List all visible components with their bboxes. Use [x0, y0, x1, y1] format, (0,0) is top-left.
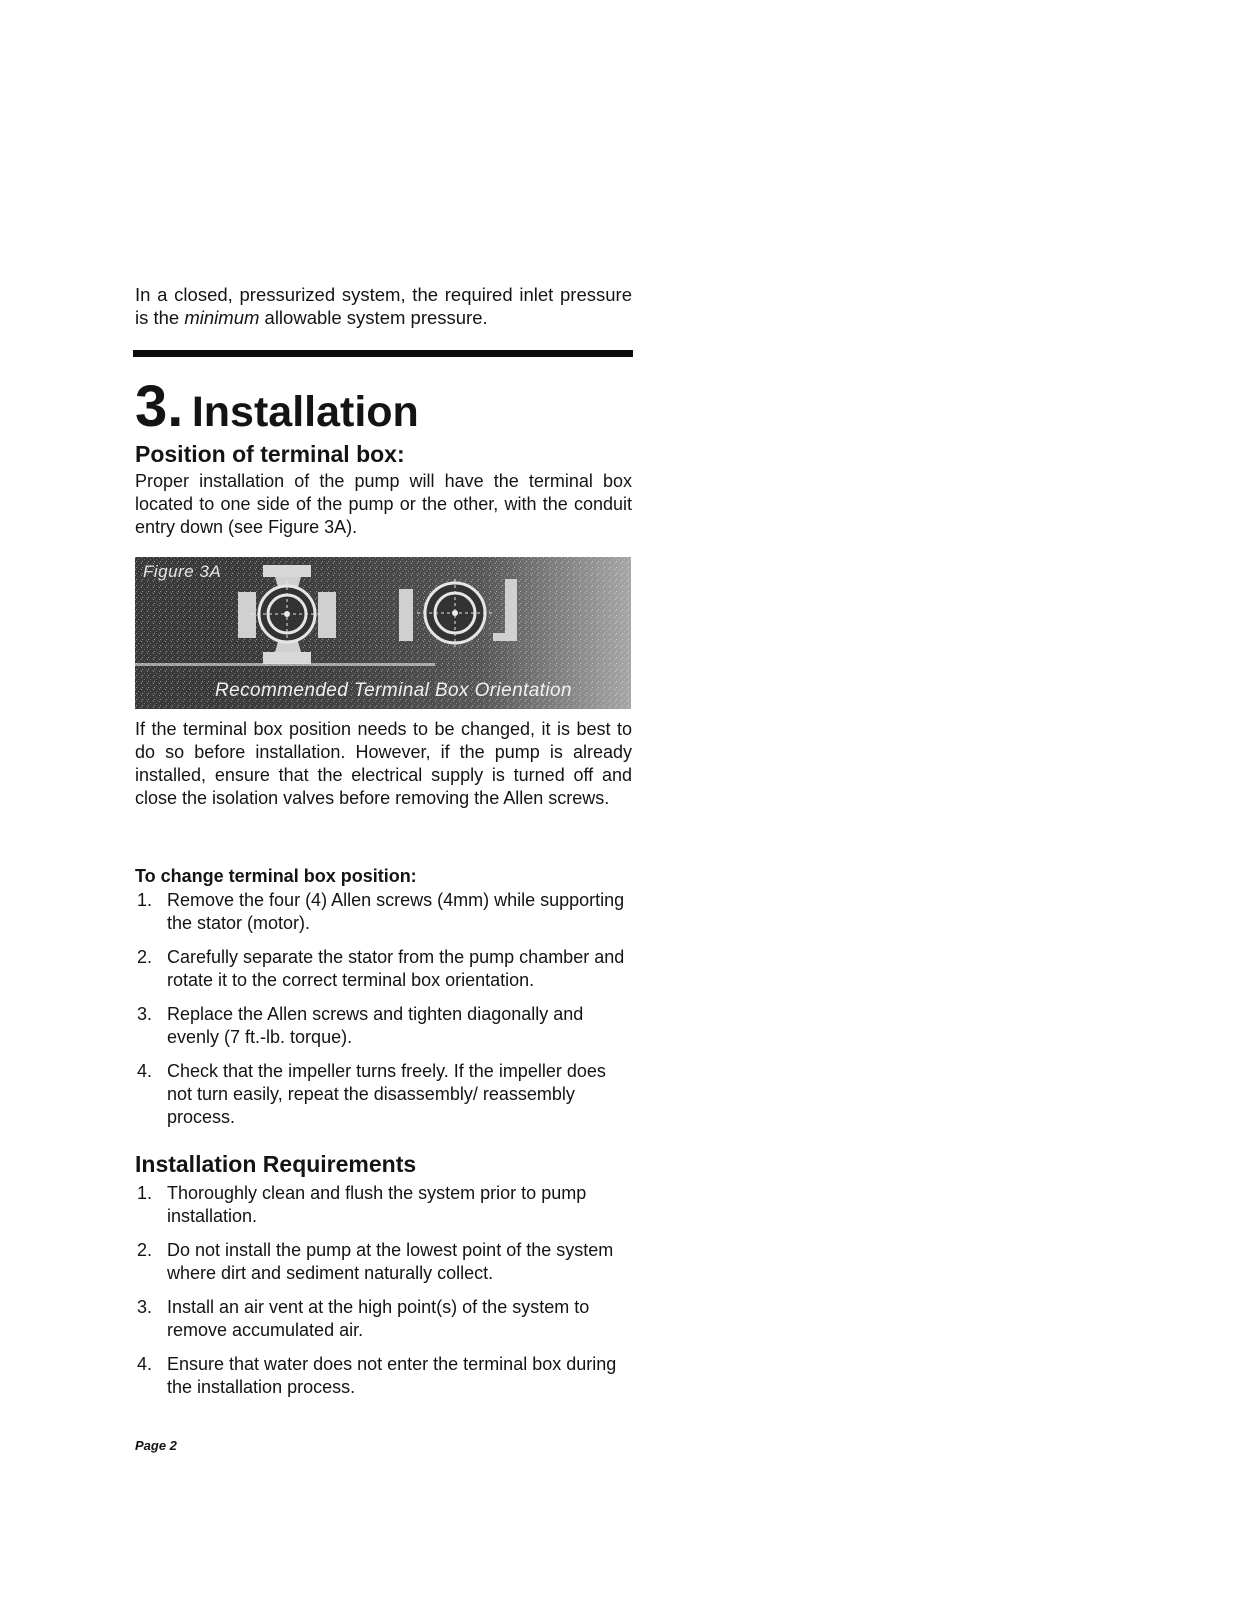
list-item [135, 889, 635, 935]
intro-lead: In a closed, pressurized system, the required inlet pressure is the [135, 284, 632, 328]
figure-label: Figure 3A [143, 562, 222, 581]
list-item-text: Install an air vent at the high point(s) of the system to remove accumulated air. [167, 1297, 590, 1340]
list-item-number: 4. [137, 1061, 153, 1081]
figure-caption: Recommended Terminal Box Orientation [215, 680, 572, 701]
list-item-text: Remove the four (4) Allen screws (4mm) while supporting the stator (motor). [167, 890, 625, 933]
list-item [135, 1353, 635, 1399]
change-steps-list [135, 889, 635, 1140]
terminal-box-heading: Position of terminal box: [135, 441, 405, 467]
reposition-paragraph [135, 718, 632, 810]
list-item-text: Thoroughly clean and flush the system prior to pump installation. [167, 1183, 587, 1226]
reposition-note: If the terminal box position needs to be changed, it is best to do so before installation. However, if the pump is already installed, ensure that the electrical supply is turned off and close the isolation valves before removing the Allen screws. [135, 719, 632, 808]
requirements-heading: Installation Requirements [135, 1151, 417, 1177]
page-number: Page 2 [135, 1438, 177, 1453]
list-item-number: 3. [137, 1004, 153, 1024]
list-item [135, 946, 635, 992]
list-item-number: 1. [137, 890, 153, 910]
list-item-number: 2. [137, 947, 153, 967]
list-item [135, 1239, 635, 1285]
section-title: Installation [191, 388, 419, 436]
list-item-text: Replace the Allen screws and tighten diagonally and evenly (7 ft.-lb. torque). [167, 1004, 584, 1047]
list-item-text: Check that the impeller turns freely. If the impeller does not turn easily, repeat the disassembly/ reassembly process. [167, 1061, 606, 1127]
requirements-list [135, 1182, 635, 1410]
intro-emphasis: minimum [184, 307, 260, 328]
list-item-number: 2. [137, 1240, 153, 1260]
intro-paragraph [135, 283, 632, 329]
terminal-box-body: Proper installation of the pump will have the terminal box located to one side of the pump or the other, with the conduit entry down (see Figure 3A). [135, 471, 632, 537]
list-item [135, 1060, 635, 1129]
terminal-box-paragraph [135, 470, 632, 539]
list-item [135, 1296, 635, 1342]
list-item [135, 1003, 635, 1049]
change-steps-heading: To change terminal box position: [135, 866, 417, 886]
list-item-text: Carefully separate the stator from the pump chamber and rotate it to the correct terminal box orientation. [167, 947, 625, 990]
section-divider [133, 350, 633, 357]
section-number: 3. [135, 374, 184, 439]
list-item-number: 4. [137, 1354, 153, 1374]
intro-tail: allowable system pressure. [259, 307, 488, 328]
list-item-text: Ensure that water does not enter the terminal box during the installation process. [167, 1354, 617, 1397]
list-item-number: 3. [137, 1297, 153, 1317]
section-heading [135, 375, 419, 439]
list-item-number: 1. [137, 1183, 153, 1203]
list-item-text: Do not install the pump at the lowest point of the system where dirt and sediment naturally collect. [167, 1240, 614, 1283]
list-item [135, 1182, 635, 1228]
figure-3a [135, 557, 631, 709]
